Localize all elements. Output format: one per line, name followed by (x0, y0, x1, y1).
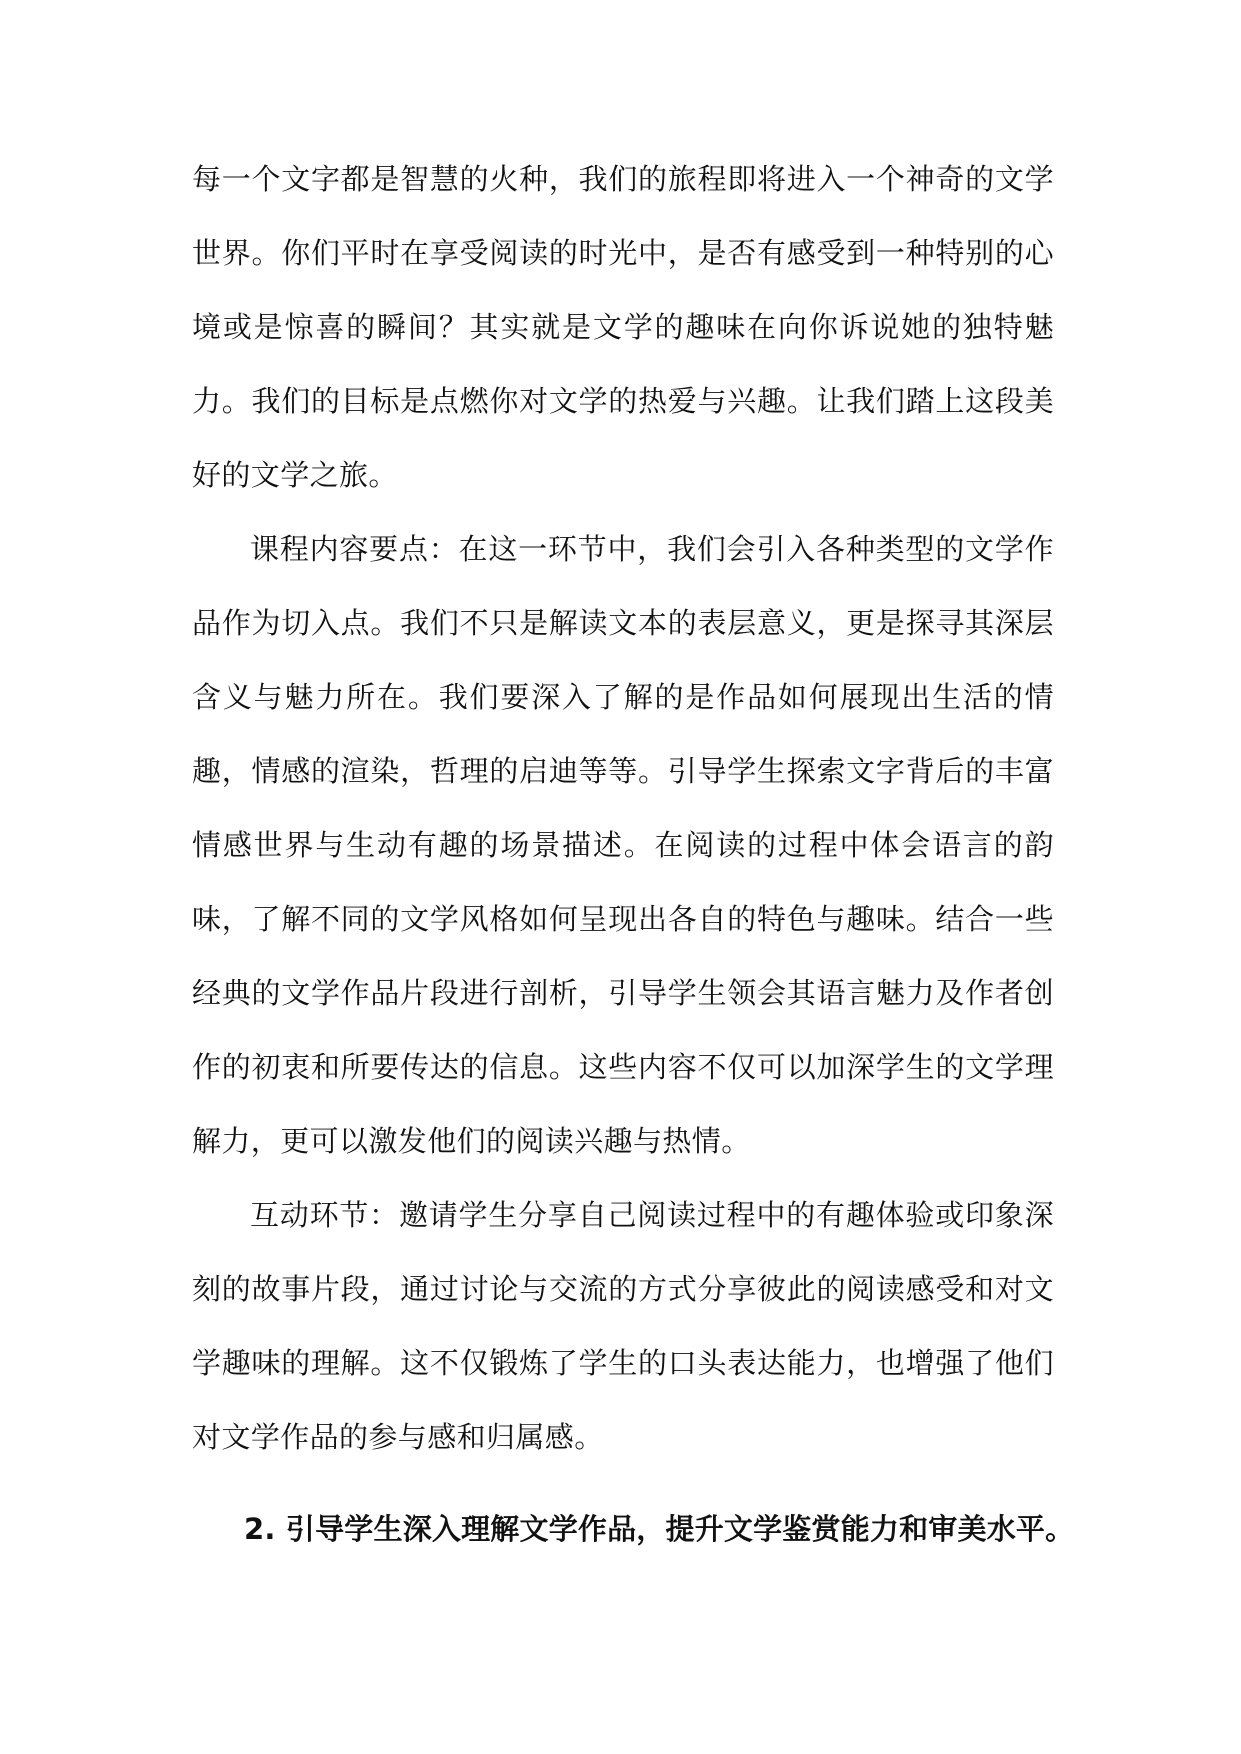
paragraph-course-content: 课程内容要点：在这一环节中，我们会引入各种类型的文学作品作为切入点。我们不只是解读文本的表层意义，更是探寻其深层含义与魅力所在。我们要深入了解的是作品如何展现出生活的情趣，情感的渲染，哲理的启迪等等。引导学生探索文字背后的丰富情感世界与生动有趣的场景描述。在阅读的过程中体会语言的韵味，了解不同的文学风格如何呈现出各自的特色与趣味。结合一些经典的文学作品片段进行剖析，引导学生领会其语言魅力及作者创作的初衷和所要传达的信息。这些内容不仅可以加深学生的文学理解力，更可以激发他们的阅读兴趣与热情。 (192, 532, 1054, 1158)
document-body (192, 142, 1075, 1566)
section-heading: 2. 引导学生深入理解文学作品，提升文学鉴赏能力和审美水平。 (244, 1512, 1075, 1546)
paragraph-intro: 每一个文字都是智慧的火种，我们的旅程即将进入一个神奇的文学世界。你们平时在享受阅读的时光中，是否有感受到一种特别的心境或是惊喜的瞬间？其实就是文学的趣味在向你诉说她的独特魅力。我们的目标是点燃你对文学的热爱与兴趣。让我们踏上这段美好的文学之旅。 (192, 162, 1054, 492)
paragraph-interaction: 互动环节：邀请学生分享自己阅读过程中的有趣体验或印象深刻的故事片段，通过讨论与交流的方式分享彼此的阅读感受和对文学趣味的理解。这不仅锻炼了学生的口头表达能力，也增强了他们对文学作品的参与感和归属感。 (192, 1198, 1054, 1454)
